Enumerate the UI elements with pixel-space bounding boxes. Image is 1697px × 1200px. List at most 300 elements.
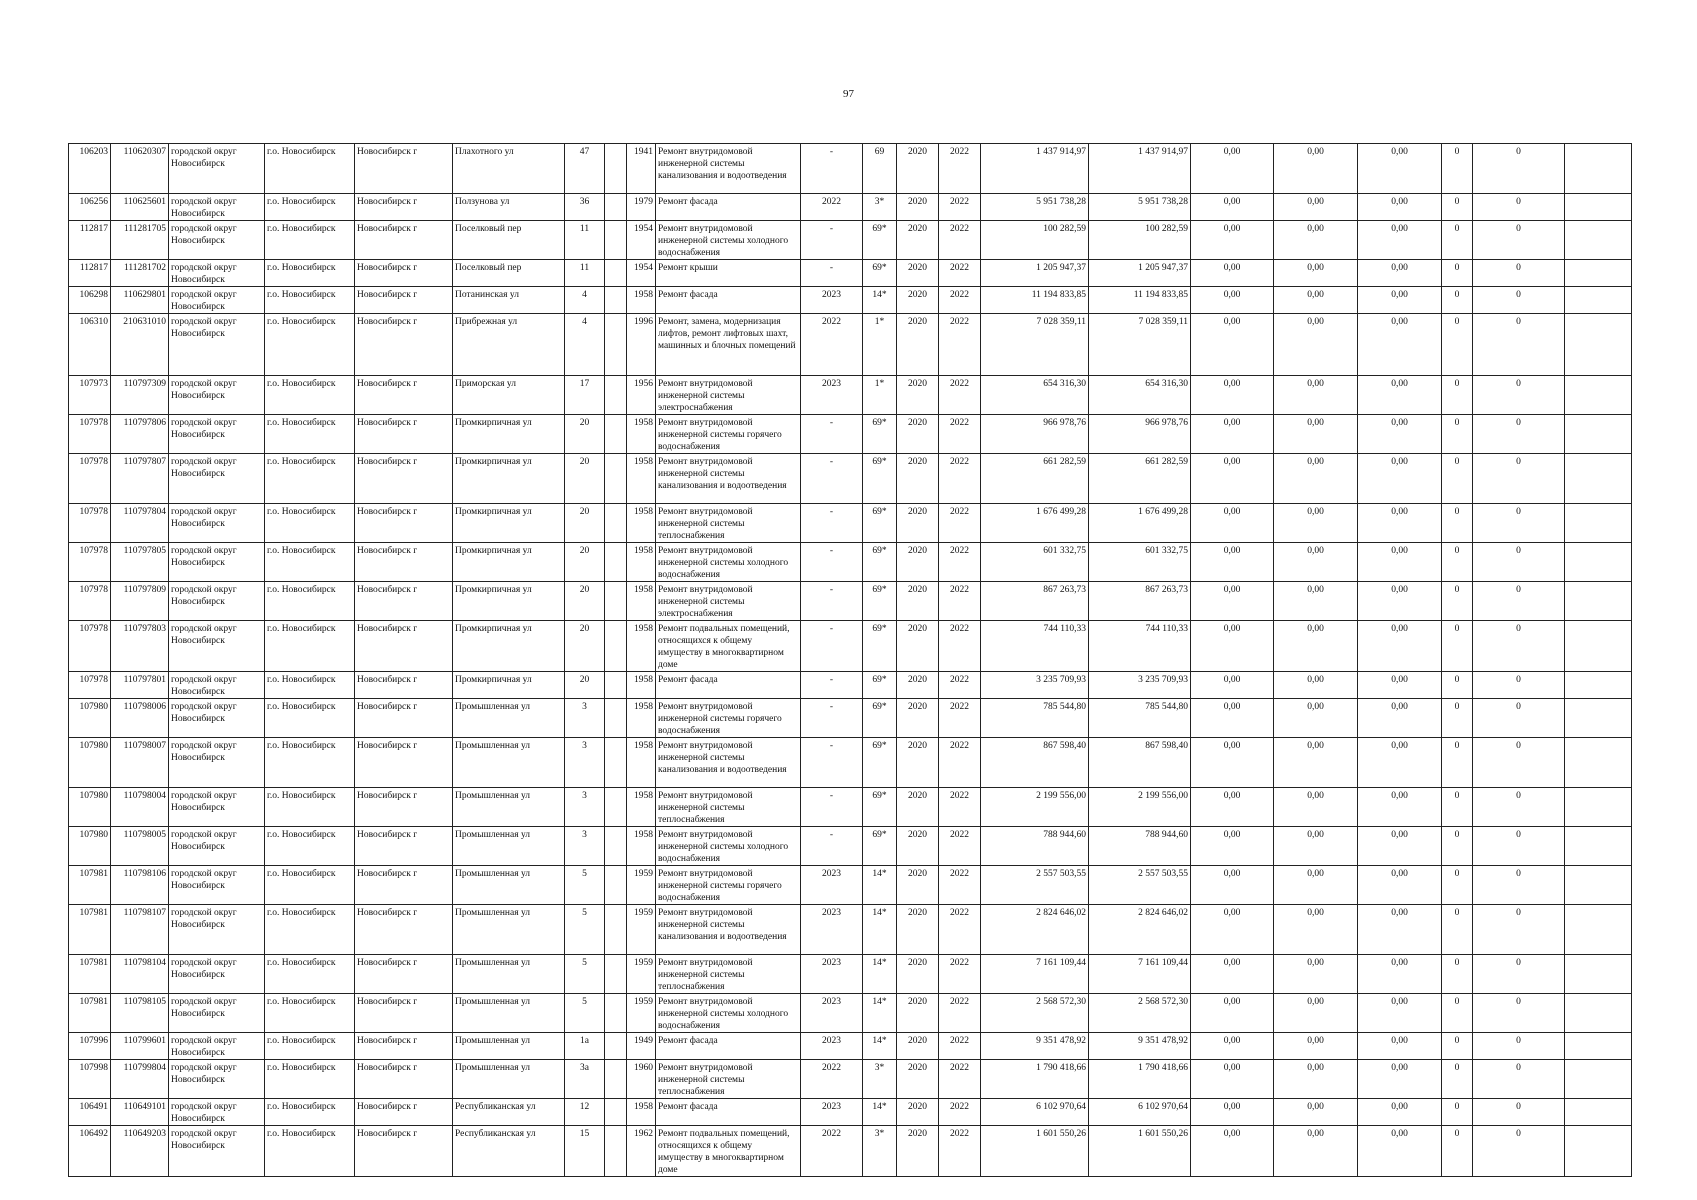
cell-end-year: 2022 [939, 1099, 981, 1126]
cell-end-year: 2022 [939, 699, 981, 738]
cell-municipality: городской округ Новосибирск [169, 194, 265, 221]
cell-cost-total: 5 951 738,28 [1089, 194, 1191, 221]
cell-municipality: городской округ Новосибирск [169, 260, 265, 287]
cell-count-2: 0 [1473, 504, 1565, 543]
cell-start-year: 2020 [897, 827, 939, 866]
table-row [69, 738, 1632, 788]
cell-fund-2: 0,00 [1274, 194, 1358, 221]
cell-code: 110799601 [111, 1033, 169, 1060]
cell-id: 107980 [69, 788, 111, 827]
cell-count-1: 0 [1442, 144, 1473, 194]
cell-work-type: Ремонт крыши [656, 260, 801, 287]
cell-note [1565, 621, 1632, 672]
cell-start-year: 2020 [897, 454, 939, 504]
cell-fund-1: 0,00 [1191, 1033, 1274, 1060]
cell-street: Промышленная ул [453, 866, 565, 905]
cell-street: Промышленная ул [453, 1033, 565, 1060]
cell-korpus [605, 415, 627, 454]
cell-work-type: Ремонт подвальных помещений, относящихся к общему имуществу в многоквартирном доме [656, 1126, 801, 1177]
cell-year: 1949 [627, 1033, 656, 1060]
cell-count-2: 0 [1473, 454, 1565, 504]
cell-korpus [605, 287, 627, 314]
cell-start-year: 2020 [897, 1033, 939, 1060]
cell-start-year: 2020 [897, 582, 939, 621]
cell-id: 112817 [69, 260, 111, 287]
cell-fund-2: 0,00 [1274, 144, 1358, 194]
cell-locality: Новосибирск г [355, 504, 453, 543]
cell-plan-year: - [801, 699, 863, 738]
cell-count-2: 0 [1473, 144, 1565, 194]
cell-end-year: 2022 [939, 994, 981, 1033]
cell-fund-3: 0,00 [1358, 144, 1442, 194]
cell-fund-2: 0,00 [1274, 415, 1358, 454]
cell-fund-3: 0,00 [1358, 1126, 1442, 1177]
cell-korpus [605, 788, 627, 827]
cell-fund-2: 0,00 [1274, 866, 1358, 905]
cell-plan-year: 2022 [801, 1060, 863, 1099]
cell-municipality: городской округ Новосибирск [169, 866, 265, 905]
cell-district: г.о. Новосибирск [265, 504, 355, 543]
cell-street: Поселковый пер [453, 221, 565, 260]
cell-cost: 966 978,76 [981, 415, 1089, 454]
cell-house: 5 [565, 994, 605, 1033]
cell-work-type: Ремонт внутридомовой инженерной системы теплоснабжения [656, 955, 801, 994]
cell-ref: 14* [863, 994, 897, 1033]
cell-district: г.о. Новосибирск [265, 221, 355, 260]
cell-cost-total: 785 544,80 [1089, 699, 1191, 738]
cell-house: 3 [565, 788, 605, 827]
cell-end-year: 2022 [939, 582, 981, 621]
cell-code: 110797309 [111, 376, 169, 415]
cell-locality: Новосибирск г [355, 194, 453, 221]
table-row [69, 699, 1632, 738]
cell-count-1: 0 [1442, 260, 1473, 287]
cell-ref: 69* [863, 827, 897, 866]
cell-code: 110797807 [111, 454, 169, 504]
cell-note [1565, 582, 1632, 621]
cell-fund-1: 0,00 [1191, 454, 1274, 504]
cell-plan-year: 2022 [801, 194, 863, 221]
cell-start-year: 2020 [897, 738, 939, 788]
cell-year: 1958 [627, 415, 656, 454]
table-row [69, 314, 1632, 376]
cell-end-year: 2022 [939, 1033, 981, 1060]
cell-start-year: 2020 [897, 955, 939, 994]
table-row [69, 905, 1632, 955]
cell-cost-total: 661 282,59 [1089, 454, 1191, 504]
cell-count-2: 0 [1473, 788, 1565, 827]
cell-house: 4 [565, 287, 605, 314]
cell-id: 107978 [69, 415, 111, 454]
cell-fund-2: 0,00 [1274, 1099, 1358, 1126]
cell-count-2: 0 [1473, 543, 1565, 582]
cell-ref: 69* [863, 672, 897, 699]
cell-cost: 744 110,33 [981, 621, 1089, 672]
cell-id: 107973 [69, 376, 111, 415]
cell-code: 110798007 [111, 738, 169, 788]
cell-korpus [605, 905, 627, 955]
cell-fund-3: 0,00 [1358, 194, 1442, 221]
table-row [69, 415, 1632, 454]
cell-year: 1958 [627, 699, 656, 738]
cell-fund-1: 0,00 [1191, 543, 1274, 582]
cell-municipality: городской округ Новосибирск [169, 788, 265, 827]
table-row [69, 144, 1632, 194]
cell-id: 107981 [69, 955, 111, 994]
table-row [69, 287, 1632, 314]
cell-locality: Новосибирск г [355, 287, 453, 314]
cell-locality: Новосибирск г [355, 582, 453, 621]
cell-id: 106310 [69, 314, 111, 376]
cell-count-2: 0 [1473, 260, 1565, 287]
cell-fund-3: 0,00 [1358, 955, 1442, 994]
cell-work-type: Ремонт внутридомовой инженерной системы холодного водоснабжения [656, 543, 801, 582]
table-row [69, 582, 1632, 621]
cell-fund-1: 0,00 [1191, 1099, 1274, 1126]
cell-fund-1: 0,00 [1191, 699, 1274, 738]
cell-note [1565, 788, 1632, 827]
cell-code: 110798006 [111, 699, 169, 738]
cell-plan-year: - [801, 543, 863, 582]
cell-count-2: 0 [1473, 905, 1565, 955]
cell-cost: 100 282,59 [981, 221, 1089, 260]
cell-cost-total: 9 351 478,92 [1089, 1033, 1191, 1060]
cell-count-1: 0 [1442, 699, 1473, 738]
cell-municipality: городской округ Новосибирск [169, 994, 265, 1033]
cell-locality: Новосибирск г [355, 314, 453, 376]
cell-fund-2: 0,00 [1274, 582, 1358, 621]
cell-municipality: городской округ Новосибирск [169, 287, 265, 314]
table-row [69, 621, 1632, 672]
cell-cost-total: 2 557 503,55 [1089, 866, 1191, 905]
cell-work-type: Ремонт фасада [656, 1033, 801, 1060]
cell-house: 11 [565, 221, 605, 260]
cell-note [1565, 221, 1632, 260]
cell-code: 110797809 [111, 582, 169, 621]
cell-locality: Новосибирск г [355, 827, 453, 866]
cell-note [1565, 260, 1632, 287]
cell-fund-2: 0,00 [1274, 454, 1358, 504]
cell-district: г.о. Новосибирск [265, 788, 355, 827]
cell-ref: 69* [863, 504, 897, 543]
cell-ref: 1* [863, 314, 897, 376]
cell-year: 1958 [627, 543, 656, 582]
cell-work-type: Ремонт внутридомовой инженерной системы канализования и водоотведения [656, 144, 801, 194]
cell-street: Республиканская ул [453, 1099, 565, 1126]
cell-ref: 69* [863, 415, 897, 454]
cell-id: 107978 [69, 504, 111, 543]
cell-korpus [605, 994, 627, 1033]
cell-ref: 14* [863, 905, 897, 955]
cell-cost-total: 1 437 914,97 [1089, 144, 1191, 194]
cell-cost: 5 951 738,28 [981, 194, 1089, 221]
cell-house: 3 [565, 738, 605, 788]
cell-count-2: 0 [1473, 866, 1565, 905]
cell-count-1: 0 [1442, 504, 1473, 543]
cell-code: 210631010 [111, 314, 169, 376]
cell-cost-total: 654 316,30 [1089, 376, 1191, 415]
table-row [69, 194, 1632, 221]
cell-code: 110797803 [111, 621, 169, 672]
cell-korpus [605, 582, 627, 621]
cell-note [1565, 504, 1632, 543]
cell-code: 110649101 [111, 1099, 169, 1126]
cell-fund-1: 0,00 [1191, 621, 1274, 672]
cell-id: 106256 [69, 194, 111, 221]
cell-cost: 661 282,59 [981, 454, 1089, 504]
cell-ref: 69* [863, 621, 897, 672]
cell-code: 110797805 [111, 543, 169, 582]
cell-start-year: 2020 [897, 699, 939, 738]
cell-korpus [605, 1099, 627, 1126]
cell-note [1565, 866, 1632, 905]
cell-locality: Новосибирск г [355, 144, 453, 194]
cell-cost: 2 824 646,02 [981, 905, 1089, 955]
cell-count-1: 0 [1442, 788, 1473, 827]
cell-year: 1958 [627, 454, 656, 504]
cell-korpus [605, 221, 627, 260]
cell-street: Прибрежная ул [453, 314, 565, 376]
cell-count-1: 0 [1442, 1033, 1473, 1060]
cell-fund-2: 0,00 [1274, 738, 1358, 788]
cell-end-year: 2022 [939, 144, 981, 194]
cell-street: Промышленная ул [453, 905, 565, 955]
cell-cost: 1 437 914,97 [981, 144, 1089, 194]
cell-end-year: 2022 [939, 221, 981, 260]
cell-cost-total: 1 676 499,28 [1089, 504, 1191, 543]
cell-work-type: Ремонт подвальных помещений, относящихся к общему имуществу в многоквартирном доме [656, 621, 801, 672]
cell-plan-year: 2022 [801, 314, 863, 376]
cell-district: г.о. Новосибирск [265, 866, 355, 905]
cell-id: 112817 [69, 221, 111, 260]
cell-year: 1979 [627, 194, 656, 221]
cell-plan-year: - [801, 827, 863, 866]
cell-municipality: городской округ Новосибирск [169, 1033, 265, 1060]
cell-korpus [605, 454, 627, 504]
cell-fund-1: 0,00 [1191, 260, 1274, 287]
cell-note [1565, 287, 1632, 314]
cell-cost: 1 676 499,28 [981, 504, 1089, 543]
cell-count-1: 0 [1442, 955, 1473, 994]
cell-start-year: 2020 [897, 221, 939, 260]
cell-district: г.о. Новосибирск [265, 621, 355, 672]
cell-count-1: 0 [1442, 582, 1473, 621]
cell-id: 107981 [69, 994, 111, 1033]
cell-plan-year: 2023 [801, 287, 863, 314]
cell-ref: 1* [863, 376, 897, 415]
cell-municipality: городской округ Новосибирск [169, 955, 265, 994]
cell-street: Промышленная ул [453, 788, 565, 827]
cell-street: Промкирпичная ул [453, 582, 565, 621]
cell-fund-3: 0,00 [1358, 621, 1442, 672]
cell-cost-total: 6 102 970,64 [1089, 1099, 1191, 1126]
cell-fund-3: 0,00 [1358, 866, 1442, 905]
cell-fund-1: 0,00 [1191, 788, 1274, 827]
cell-code: 110797806 [111, 415, 169, 454]
cell-district: г.о. Новосибирск [265, 287, 355, 314]
cell-note [1565, 994, 1632, 1033]
cell-work-type: Ремонт внутридомовой инженерной системы электроснабжения [656, 582, 801, 621]
table-row [69, 543, 1632, 582]
cell-end-year: 2022 [939, 504, 981, 543]
cell-cost-total: 7 161 109,44 [1089, 955, 1191, 994]
cell-code: 110649203 [111, 1126, 169, 1177]
cell-korpus [605, 260, 627, 287]
table-row [69, 1060, 1632, 1099]
cell-ref: 69* [863, 543, 897, 582]
cell-id: 106203 [69, 144, 111, 194]
cell-work-type: Ремонт внутридомовой инженерной системы электроснабжения [656, 376, 801, 415]
cell-fund-1: 0,00 [1191, 287, 1274, 314]
cell-korpus [605, 1060, 627, 1099]
cell-fund-2: 0,00 [1274, 994, 1358, 1033]
cell-cost-total: 744 110,33 [1089, 621, 1191, 672]
cell-korpus [605, 827, 627, 866]
cell-ref: 69* [863, 699, 897, 738]
cell-district: г.о. Новосибирск [265, 699, 355, 738]
cell-cost: 2 568 572,30 [981, 994, 1089, 1033]
cell-fund-3: 0,00 [1358, 543, 1442, 582]
cell-code: 110798104 [111, 955, 169, 994]
cell-start-year: 2020 [897, 287, 939, 314]
cell-start-year: 2020 [897, 905, 939, 955]
cell-year: 1958 [627, 582, 656, 621]
cell-count-2: 0 [1473, 1033, 1565, 1060]
cell-count-1: 0 [1442, 1126, 1473, 1177]
cell-id: 107981 [69, 866, 111, 905]
cell-note [1565, 415, 1632, 454]
cell-work-type: Ремонт фасада [656, 287, 801, 314]
cell-ref: 3* [863, 1126, 897, 1177]
cell-ref: 69* [863, 221, 897, 260]
cell-plan-year: 2023 [801, 1033, 863, 1060]
cell-house: 3 [565, 699, 605, 738]
cell-house: 20 [565, 415, 605, 454]
cell-cost: 867 598,40 [981, 738, 1089, 788]
cell-note [1565, 314, 1632, 376]
cell-fund-2: 0,00 [1274, 1033, 1358, 1060]
cell-korpus [605, 1126, 627, 1177]
cell-fund-3: 0,00 [1358, 454, 1442, 504]
cell-locality: Новосибирск г [355, 738, 453, 788]
cell-end-year: 2022 [939, 376, 981, 415]
cell-municipality: городской округ Новосибирск [169, 621, 265, 672]
page-number: 97 [843, 88, 854, 100]
cell-count-1: 0 [1442, 738, 1473, 788]
cell-plan-year: 2023 [801, 955, 863, 994]
cell-cost-total: 1 601 550,26 [1089, 1126, 1191, 1177]
cell-start-year: 2020 [897, 543, 939, 582]
cell-count-1: 0 [1442, 1060, 1473, 1099]
cell-id: 107978 [69, 454, 111, 504]
cell-cost-total: 2 824 646,02 [1089, 905, 1191, 955]
cell-year: 1954 [627, 260, 656, 287]
table-row [69, 672, 1632, 699]
cell-year: 1958 [627, 672, 656, 699]
cell-district: г.о. Новосибирск [265, 994, 355, 1033]
table-row [69, 1099, 1632, 1126]
cell-year: 1959 [627, 955, 656, 994]
cell-year: 1958 [627, 504, 656, 543]
cell-fund-3: 0,00 [1358, 415, 1442, 454]
cell-municipality: городской округ Новосибирск [169, 672, 265, 699]
cell-count-2: 0 [1473, 287, 1565, 314]
table-body [69, 144, 1632, 1177]
cell-fund-2: 0,00 [1274, 376, 1358, 415]
cell-locality: Новосибирск г [355, 788, 453, 827]
cell-end-year: 2022 [939, 1060, 981, 1099]
cell-note [1565, 144, 1632, 194]
cell-year: 1958 [627, 1099, 656, 1126]
cell-count-1: 0 [1442, 1099, 1473, 1126]
cell-municipality: городской округ Новосибирск [169, 221, 265, 260]
cell-fund-3: 0,00 [1358, 905, 1442, 955]
cell-street: Промкирпичная ул [453, 543, 565, 582]
cell-code: 110798004 [111, 788, 169, 827]
cell-year: 1954 [627, 221, 656, 260]
cell-district: г.о. Новосибирск [265, 194, 355, 221]
cell-fund-3: 0,00 [1358, 582, 1442, 621]
cell-work-type: Ремонт фасада [656, 672, 801, 699]
cell-count-2: 0 [1473, 221, 1565, 260]
cell-year: 1941 [627, 144, 656, 194]
cell-locality: Новосибирск г [355, 1099, 453, 1126]
cell-house: 15 [565, 1126, 605, 1177]
cell-count-2: 0 [1473, 415, 1565, 454]
cell-count-1: 0 [1442, 905, 1473, 955]
cell-year: 1958 [627, 827, 656, 866]
cell-fund-1: 0,00 [1191, 415, 1274, 454]
cell-fund-1: 0,00 [1191, 866, 1274, 905]
cell-count-1: 0 [1442, 866, 1473, 905]
cell-work-type: Ремонт внутридомовой инженерной системы холодного водоснабжения [656, 221, 801, 260]
cell-note [1565, 454, 1632, 504]
cell-note [1565, 1060, 1632, 1099]
cell-start-year: 2020 [897, 504, 939, 543]
cell-code: 110620307 [111, 144, 169, 194]
cell-municipality: городской округ Новосибирск [169, 504, 265, 543]
cell-korpus [605, 866, 627, 905]
cell-id: 107978 [69, 672, 111, 699]
cell-cost: 1 205 947,37 [981, 260, 1089, 287]
table-row [69, 221, 1632, 260]
cell-locality: Новосибирск г [355, 905, 453, 955]
cell-municipality: городской округ Новосибирск [169, 415, 265, 454]
cell-street: Промкирпичная ул [453, 454, 565, 504]
table-row [69, 504, 1632, 543]
cell-count-2: 0 [1473, 582, 1565, 621]
cell-district: г.о. Новосибирск [265, 144, 355, 194]
cell-locality: Новосибирск г [355, 955, 453, 994]
cell-korpus [605, 504, 627, 543]
cell-ref: 14* [863, 1033, 897, 1060]
cell-locality: Новосибирск г [355, 543, 453, 582]
cell-count-2: 0 [1473, 1099, 1565, 1126]
cell-ref: 69* [863, 260, 897, 287]
cell-street: Промышленная ул [453, 1060, 565, 1099]
cell-korpus [605, 376, 627, 415]
cell-district: г.о. Новосибирск [265, 314, 355, 376]
cell-work-type: Ремонт внутридомовой инженерной системы теплоснабжения [656, 788, 801, 827]
cell-street: Промкирпичная ул [453, 621, 565, 672]
cell-municipality: городской округ Новосибирск [169, 699, 265, 738]
cell-cost: 1 601 550,26 [981, 1126, 1089, 1177]
cell-count-1: 0 [1442, 621, 1473, 672]
cell-house: 5 [565, 866, 605, 905]
cell-fund-2: 0,00 [1274, 788, 1358, 827]
cell-plan-year: - [801, 415, 863, 454]
cell-fund-1: 0,00 [1191, 994, 1274, 1033]
